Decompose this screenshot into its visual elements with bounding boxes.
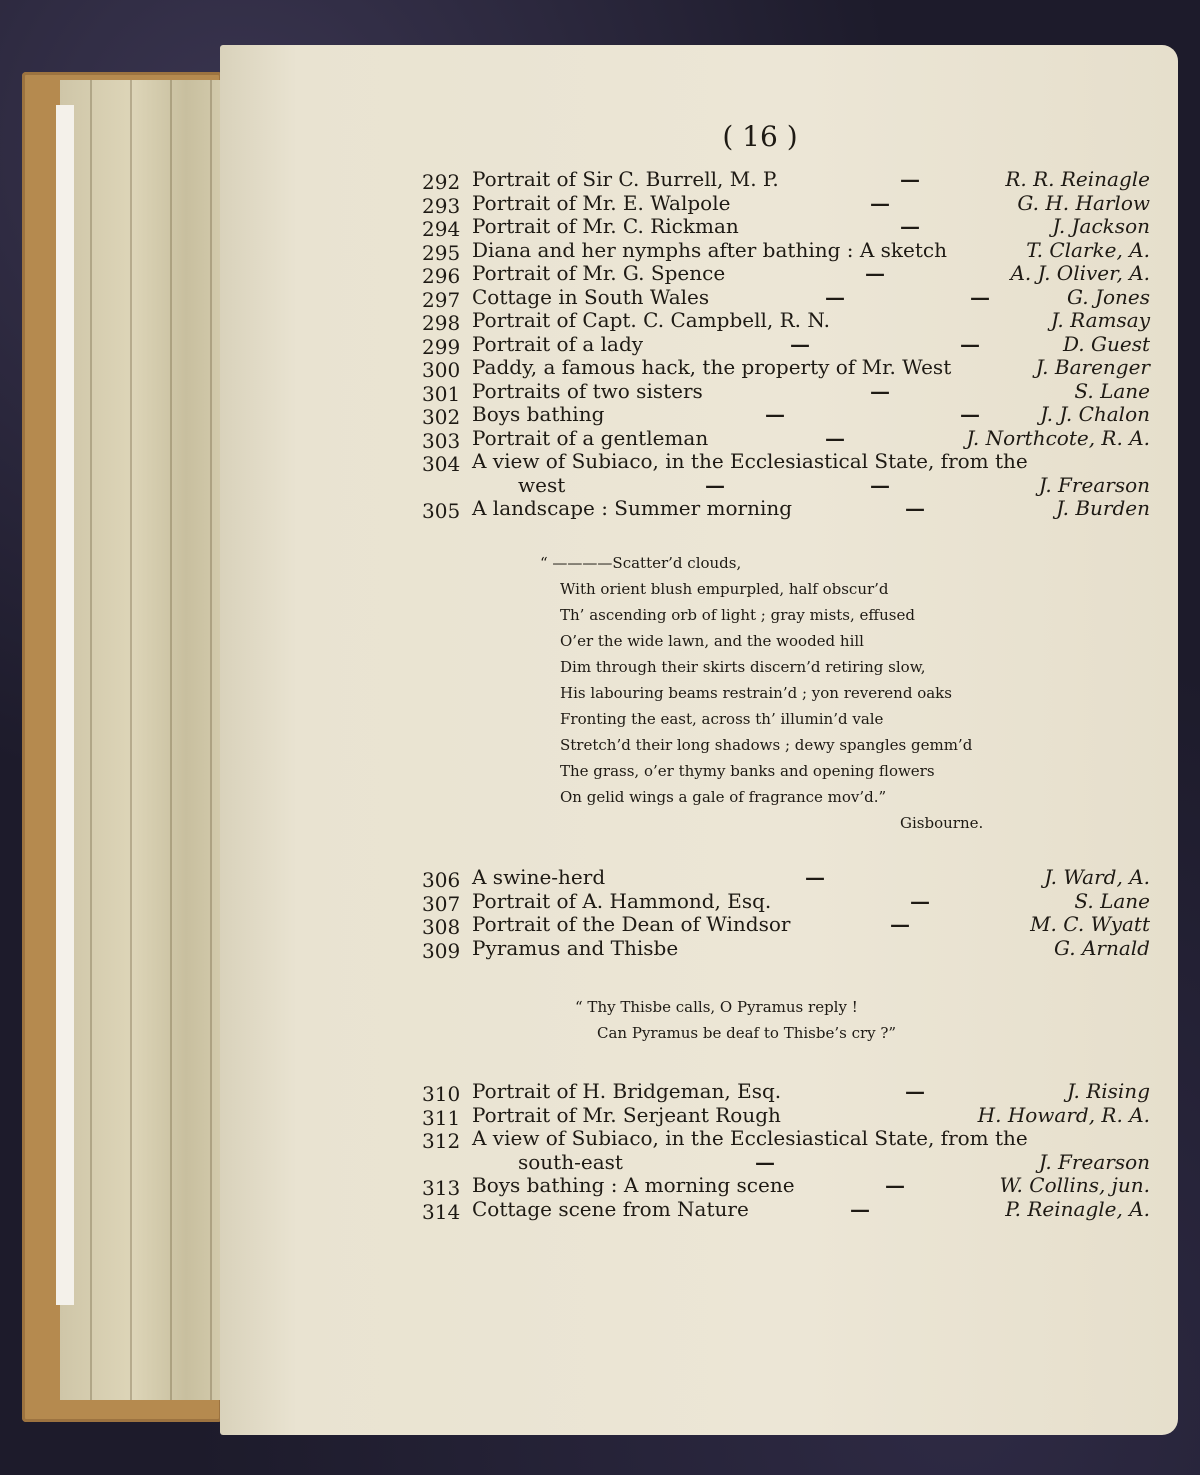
entry-artist: G. H. Harlow (1017, 190, 1150, 215)
entry-artist: G. Arnald (1054, 935, 1150, 960)
dash-separator: — (885, 1173, 905, 1197)
poem-line: His labouring beams restrain’d ; yon reverend oaks (560, 684, 952, 702)
entry-title: Cottage in South Wales (472, 284, 710, 309)
entry-number: 312 (422, 1129, 461, 1153)
entry-title: Portraits of two sisters (472, 378, 703, 403)
poem-line: Th’ ascending orb of light ; gray mists, effused (560, 606, 915, 624)
entry-title: Portrait of H. Bridgeman, Esq. (472, 1079, 782, 1103)
entry-number: 292 (422, 170, 461, 194)
catalogue-entry (420, 333, 1150, 357)
entry-number: 293 (422, 193, 461, 218)
catalogue-entry (420, 356, 1150, 380)
entry-title: Portrait of Sir C. Burrell, M. P. (472, 167, 779, 191)
dash-separator: — (870, 378, 890, 403)
dash-separator: — (825, 284, 845, 309)
entry-title: Paddy, a famous hack, the property of Mr. West (472, 355, 952, 379)
entry-artist: J. Rising (1067, 1079, 1150, 1103)
entry-title: Portrait of Mr. G. Spence (472, 261, 726, 285)
poem-line: On gelid wings a gale of fragrance mov’d.” (560, 788, 887, 806)
catalogue-entry (420, 262, 1150, 286)
dash-separator: — (850, 1196, 870, 1221)
entry-number: 302 (422, 405, 461, 429)
catalogue-entry (420, 380, 1150, 404)
entry-title: Cottage scene from Nature (472, 1196, 749, 1221)
catalogue-entry (420, 1174, 1150, 1198)
dash-separator: — (865, 261, 885, 285)
entry-title: Portrait of A. Hammond, Esq. (472, 888, 772, 913)
catalogue-entry (420, 286, 1150, 310)
entry-artist: W. Collins, jun. (999, 1173, 1150, 1197)
entry-number: 310 (422, 1082, 461, 1106)
catalogue-entries-292-305 (420, 168, 1150, 521)
thisbe-quotation (575, 994, 975, 1046)
dash-separator: — (825, 425, 845, 450)
entry-title: Boys bathing : A morning scene (472, 1173, 795, 1197)
entry-number: 311 (422, 1105, 461, 1130)
entry-title: A view of Subiaco, in the Ecclesiastical State, from the (472, 449, 1028, 473)
entry-artist: A. J. Oliver, A. (1010, 261, 1150, 285)
catalogue-entry (420, 239, 1150, 263)
page-block-edge (60, 80, 240, 1400)
entry-artist: R. R. Reinagle (1005, 167, 1150, 191)
dash-separator: — (970, 284, 990, 309)
catalogue-entry (420, 866, 1150, 890)
entry-number: 305 (422, 499, 461, 523)
catalogue-entry (420, 403, 1150, 427)
poem-quotation (535, 550, 1005, 836)
entry-number: 300 (422, 358, 461, 382)
entry-artist: S. Lane (1074, 378, 1150, 403)
catalogue-entry (420, 1080, 1150, 1104)
entry-number: 297 (422, 287, 461, 312)
entry-number: 299 (422, 334, 461, 359)
entry-title: Portrait of Mr. Serjeant Rough (472, 1102, 781, 1127)
dash-separator: — (910, 888, 930, 913)
catalogue-entries-310-314 (420, 1079, 1150, 1224)
quote-line: Can Pyramus be deaf to Thisbe’s cry ?” (597, 1024, 897, 1042)
catalogue-entry (420, 937, 1150, 961)
catalogue-entry (420, 192, 1150, 216)
entry-title: south-east (518, 1149, 623, 1174)
dash-separator: — (765, 402, 785, 426)
entry-number: 294 (422, 217, 461, 241)
entry-artist: D. Guest (1062, 331, 1150, 356)
entry-artist: P. Reinagle, A. (1005, 1196, 1150, 1221)
poem-line: Fronting the east, across th’ illumin’d vale (560, 710, 884, 728)
entry-title: Portrait of Mr. E. Walpole (472, 190, 731, 215)
dash-separator: — (870, 190, 890, 215)
entry-title: Portrait of a gentleman (472, 425, 709, 450)
catalogue-entry (420, 497, 1150, 521)
entry-title: A swine-herd (472, 865, 606, 889)
poem-line: “ ————Scatter’d clouds, (540, 554, 742, 572)
entry-number: 304 (422, 452, 461, 476)
catalogue-entry (420, 450, 1150, 474)
catalogue-entry (420, 890, 1150, 914)
entry-number: 306 (422, 868, 461, 892)
entry-artist: J. Barenger (1035, 355, 1150, 379)
catalogue-entry (420, 168, 1150, 192)
poem-line: With orient blush empurpled, half obscur’d (560, 580, 889, 598)
flyleaf (56, 105, 74, 1305)
dash-separator: — (900, 214, 920, 238)
dash-separator: — (905, 1079, 925, 1103)
poem-attribution: Gisbourne. (900, 814, 984, 832)
quote-line: “ Thy Thisbe calls, O Pyramus reply ! (575, 998, 858, 1016)
dash-separator: — (890, 912, 910, 936)
dash-separator: — (805, 865, 825, 889)
catalogue-entry (420, 1104, 1150, 1128)
entry-title: A landscape : Summer morning (472, 496, 793, 520)
entry-artist: J. Burden (1056, 496, 1150, 520)
entry-number: 309 (422, 938, 461, 963)
dash-separator: — (705, 472, 725, 497)
entry-artist: J. Ramsay (1050, 308, 1150, 332)
entry-artist: M. C. Wyatt (1030, 912, 1150, 936)
dash-separator: — (960, 331, 980, 356)
entry-artist: J. Northcote, R. A. (966, 425, 1150, 450)
entry-number: 308 (422, 915, 461, 939)
page-number: ( 16 ) (722, 120, 798, 153)
entry-number: 303 (422, 428, 461, 453)
catalogue-entry (420, 913, 1150, 937)
entry-number: 314 (422, 1199, 461, 1224)
poem-line: Dim through their skirts discern’d retiring slow, (560, 658, 926, 676)
entry-artist: J. Jackson (1052, 214, 1150, 238)
dash-separator: — (790, 331, 810, 356)
entry-title: Portrait of a lady (472, 331, 644, 356)
dash-separator: — (905, 496, 925, 520)
entry-title: Boys bathing (472, 402, 605, 426)
catalogue-entry (420, 309, 1150, 333)
entry-number: 313 (422, 1176, 461, 1200)
entry-number: 307 (422, 891, 461, 916)
entry-artist: J. Ward, A. (1044, 865, 1150, 889)
dash-separator: — (900, 167, 920, 191)
entry-number: 295 (422, 240, 461, 265)
entry-number: 301 (422, 381, 461, 406)
entry-title: west (518, 472, 566, 497)
poem-line: The grass, o’er thymy banks and opening flowers (560, 762, 935, 780)
catalogue-entry (420, 215, 1150, 239)
entry-title: Diana and her nymphs after bathing : A sketch (472, 237, 947, 262)
poem-line: O’er the wide lawn, and the wooded hill (560, 632, 864, 650)
entry-artist: J. Frearson (1038, 1149, 1150, 1174)
entry-artist: J. Frearson (1038, 472, 1150, 497)
catalogue-entry (420, 1198, 1150, 1222)
entry-artist: G. Jones (1066, 284, 1150, 309)
entry-artist: T. Clarke, A. (1026, 237, 1150, 262)
entry-title: Portrait of Mr. C. Rickman (472, 214, 739, 238)
entry-artist: J. J. Chalon (1040, 402, 1150, 426)
catalogue-entry (420, 427, 1150, 451)
catalogue-entry (420, 474, 1150, 498)
dash-separator: — (755, 1149, 775, 1174)
catalogue-entry (420, 1127, 1150, 1151)
entry-title: Pyramus and Thisbe (472, 935, 679, 960)
entry-artist: H. Howard, R. A. (977, 1102, 1150, 1127)
dash-separator: — (960, 402, 980, 426)
entry-title: Portrait of Capt. C. Campbell, R. N. (472, 308, 830, 332)
entry-artist: S. Lane (1074, 888, 1150, 913)
catalogue-entries-306-309 (420, 865, 1150, 963)
dash-separator: — (870, 472, 890, 497)
entry-number: 296 (422, 264, 461, 288)
entry-number: 298 (422, 311, 461, 335)
poem-line: Stretch’d their long shadows ; dewy spangles gemm’d (560, 736, 973, 754)
entry-title: Portrait of the Dean of Windsor (472, 912, 791, 936)
entry-title: A view of Subiaco, in the Ecclesiastical State, from the (472, 1126, 1028, 1150)
catalogue-entry (420, 1151, 1150, 1175)
